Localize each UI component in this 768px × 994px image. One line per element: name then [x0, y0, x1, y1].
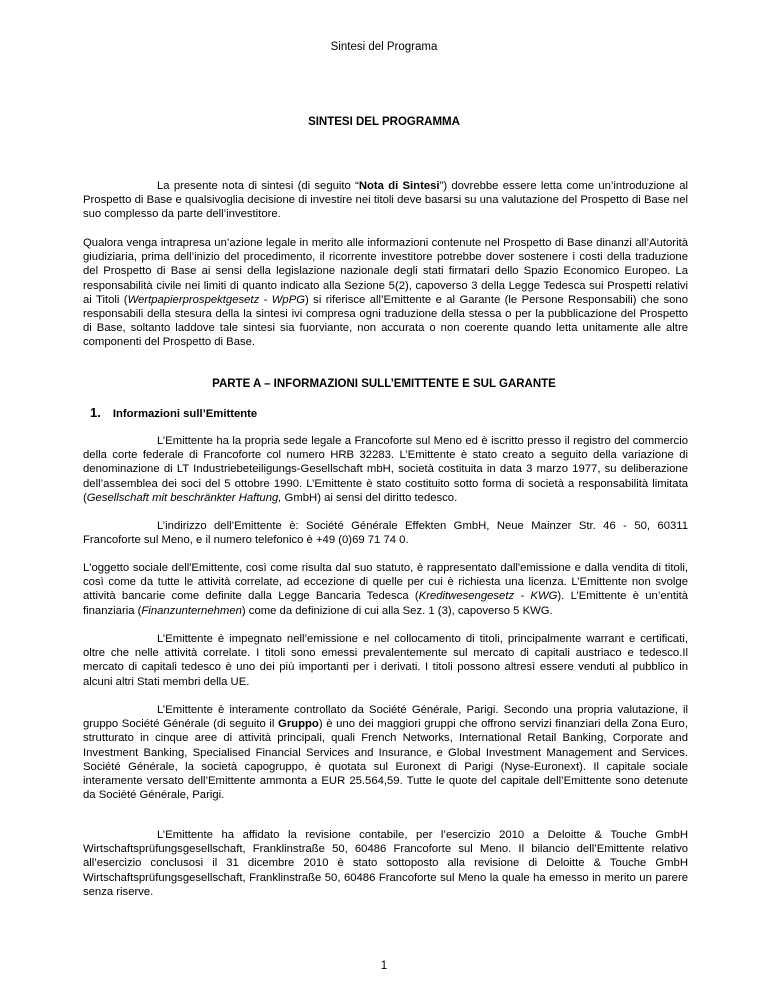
subsection-title: Informazioni sull’Emittente	[112, 408, 258, 420]
issuer-paragraph-5: L’Emittente è interamente controllato da Société Générale, Parigi. Secondo una propria valutazione, il gruppo Société Générale (di seguito il Gruppo) è uno dei maggiori gruppi che offrono servizi finanziari della Zona Euro, strutturato in cinque aree di attività principali, quali French Networks, International Retail Banking, Corporate and Investment Banking, Specialised Financial Services and Insurance, e Global Investment Management and Services. Société Générale, la società capogruppo, è quotata sul Euronext di Parigi (Nyse-Euronext). Il capitale sociale interamente versato dell’Emittente ammonta a EUR 25.564,59. Tutte le quote del capitale dell’Emittente sono detenute da Société Générale, Parigi.	[83, 704, 688, 802]
subsection-number: 1.	[90, 405, 101, 420]
intro-paragraph-2: Qualora venga intrapresa un’azione legale in merito alle informazioni contenute nel Prospetto di Base dinanzi all’Autorità giudiziaria, prima dell’inizio del procedimento, il ricorrente investitore potrebbe dover sostenere i costi della traduzione del Prospetto di Base ai sensi della legislazione nazionale degli stati firmatari dello Spazio Economico Europeo. La responsabilità civile nei limiti di quanto indicato alla Sezione 5(2), capoverso 3 della Legge Tedesca sui Prospetti relativi ai Titoli (Wertpapierprospektgesetz - WpPG) si riferisce all’Emittente e al Garante (le Persone Responsabili) che sono responsabili della stesura della la sintesi ivi compresa ogni traduzione della stessa o per la pubblicazione del Prospetto di Base, soltanto laddove tale sintesi sia fuorviante, non accurata o non coerente quando letta unitamente alle altre componenti del Prospetto di Base.	[83, 237, 688, 349]
issuer-paragraph-3: L'oggetto sociale dell'Emittente, così come risulta dal suo statuto, è rappresentato dall'emissione e dalla vendita di titoli, così come da tutte le attività correlate, ad eccezione di quelle per cui è richiesta una licenza. L’Emittente non svolge attività bancarie come definite dalla Legge Bancaria Tedesca (Kreditwesengesetz - KWG). L’Emittente è un’entità finanziaria (Finanzunternehmen) come da definizione di cui alla Sez. 1 (3), capoverso 5 KWG.	[83, 562, 688, 617]
intro-paragraph-1: La presente nota di sintesi (di seguito “Nota di Sintesi”) dovrebbe essere letta come un’introduzione al Prospetto di Base e qualsivoglia decisione di investire nei titoli deve basarsi su una valutazione del Prospetto di Base nel suo complesso da parte dell’investitore.	[83, 180, 689, 221]
section-heading-part-a: PARTE A – INFORMAZIONI SULL’EMITTENTE E SUL GARANTE	[212, 378, 556, 390]
document-title: SINTESI DEL PROGRAMMA	[308, 116, 460, 128]
issuer-paragraph-1: L’Emittente ha la propria sede legale a Francoforte sul Meno ed è iscritto presso il registro del commercio della corte federale di Francoforte col numero HRB 32283. L’Emittente è stato creato a seguito della variazione di denominazione di LT Industriebeteiligungs-Gesellschaft mbH, società costituita in data 3 marzo 1977, su deliberazione dell’assemblea dei soci del 5 ottobre 1990. L’Emittente è stato costituito sotto forma di società a responsabilità limitata (Gesellschaft mit beschränkter Haftung, GmbH) ai sensi del diritto tedesco.	[83, 435, 688, 504]
issuer-paragraph-4: L’Emittente è impegnato nell’emissione e nel collocamento di titoli, principalmente warrant e certificati, oltre che nelle attività correlate. I titoli sono emessi prevalentemente sul mercato di capitali austriaco e tedesco.Il mercato di capitali tedesco è uno dei più importanti per i derivati. I titoli possono altresì essere venduti al pubblico in alcuni altri Stati membri della UE.	[83, 633, 688, 688]
running-header: Sintesi del Programa	[330, 41, 438, 53]
page-number: 1	[380, 960, 388, 972]
subsection-heading	[90, 405, 257, 420]
issuer-paragraph-6: L’Emittente ha affidato la revisione contabile, per l’esercizio 2010 a Deloitte & Touche GmbH Wirtschaftsprüfungsgesellschaft, Franklinstraße 50, 60486 Francoforte sul Meno. Il bilancio dell’Emittente relativo all’esercizio conclusosi il 31 dicembre 2010 è stato sottoposto alla revisione di Deloitte & Touche GmbH Wirtschaftsprüfungsgesellschaft, Franklinstraße 50, 60486 Francoforte sul Meno la quale ha emesso in merito un parere senza riserve.	[83, 829, 688, 898]
issuer-paragraph-2: L’indirizzo dell’Emittente è: Société Générale Effekten GmbH, Neue Mainzer Str. 46 - 50, 60311 Francoforte sul Meno, e il numero telefonico è +49 (0)69 71 74 0.	[83, 520, 688, 547]
